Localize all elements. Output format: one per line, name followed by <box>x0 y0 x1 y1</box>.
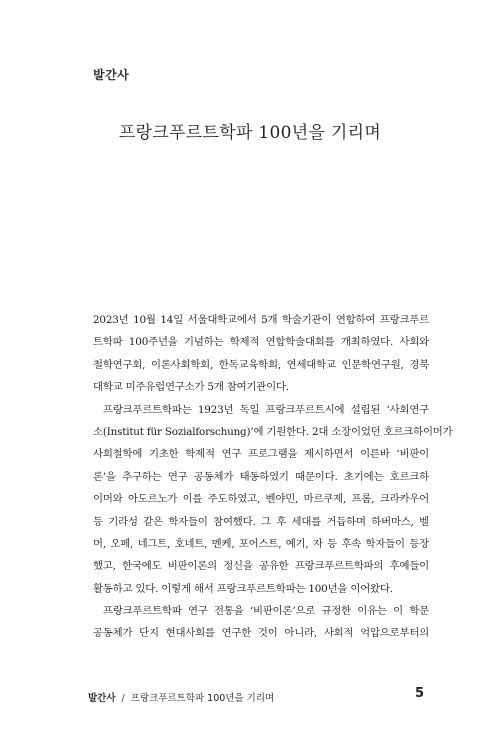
text-line: 소(Institut für Sozialforschung)’에 기원한다. 2대 소장이었던 호르크하이머가 <box>93 425 453 438</box>
text-line: 트학파 100주년을 기념하는 학제적 연합학술대회를 개최하였다. 사회와 <box>93 336 429 349</box>
body-text <box>93 309 453 645</box>
text-line: 이머와 아도르노가 이를 주도하였고, 벤야민, 마르쿠제, 프롬, 크라카우어 <box>93 493 429 506</box>
text-line: 했고, 한국에도 비판이론의 정신을 공유한 프랑크푸르트학파의 후예들이 <box>93 560 429 573</box>
page-footer <box>88 686 424 706</box>
footer-title: 프랑크푸르트학파 100년을 기리며 <box>130 693 275 704</box>
text-line: 2023년 10월 14일 서울대학교에서 5개 학술기관이 연합하여 프랑크푸르 <box>93 314 429 326</box>
section-label: 발간사 <box>93 68 130 82</box>
text-line: 대학교 미주유럽연구소가 5개 참여기관이다. <box>93 381 289 394</box>
text-line: 프랑크푸르트학파는 1923년 독일 프랑크푸르트시에 설립된 ‘사회연구 <box>103 403 429 416</box>
text-line: 사회철학에 기초한 학제적 연구 프로그램을 제시하면서 이른바 ‘비판이 <box>93 448 429 461</box>
page-number: 5 <box>414 686 424 701</box>
text-line: 프랑크푸르트학파 연구 전통을 ‘비판이론’으로 규정한 이유는 이 학문 <box>103 605 429 618</box>
text-line: 활동하고 있다. 이렇게 해서 프랑크푸르트학파는 100년을 이어왔다. <box>93 582 393 595</box>
footer-section-label: 발간사 <box>88 693 116 704</box>
text-line: 등 기라성 같은 학자들이 참여했다. 그 후 세대를 거듭하며 하버마스, 벨 <box>93 515 429 528</box>
text-line: 머, 오페, 네그트, 호네트, 멘케, 포어스트, 예기, 자 등 후속 학자들이 등장 <box>93 537 429 550</box>
page-title: 프랑크푸르트학파 100년을 기리며 <box>118 123 382 143</box>
footer-separator: / <box>121 693 125 704</box>
text-line: 철학연구회, 이론사회학회, 한독교육학회, 연세대학교 인문학연구원, 경북 <box>93 358 429 371</box>
text-line: 론’을 추구하는 연구 공동체가 태동하였기 때문이다. 초기에는 호르크하 <box>93 470 429 483</box>
text-line: 공동체가 단지 현대사회를 연구한 것이 아니라, 사회적 억압으로부터의 <box>93 627 429 640</box>
